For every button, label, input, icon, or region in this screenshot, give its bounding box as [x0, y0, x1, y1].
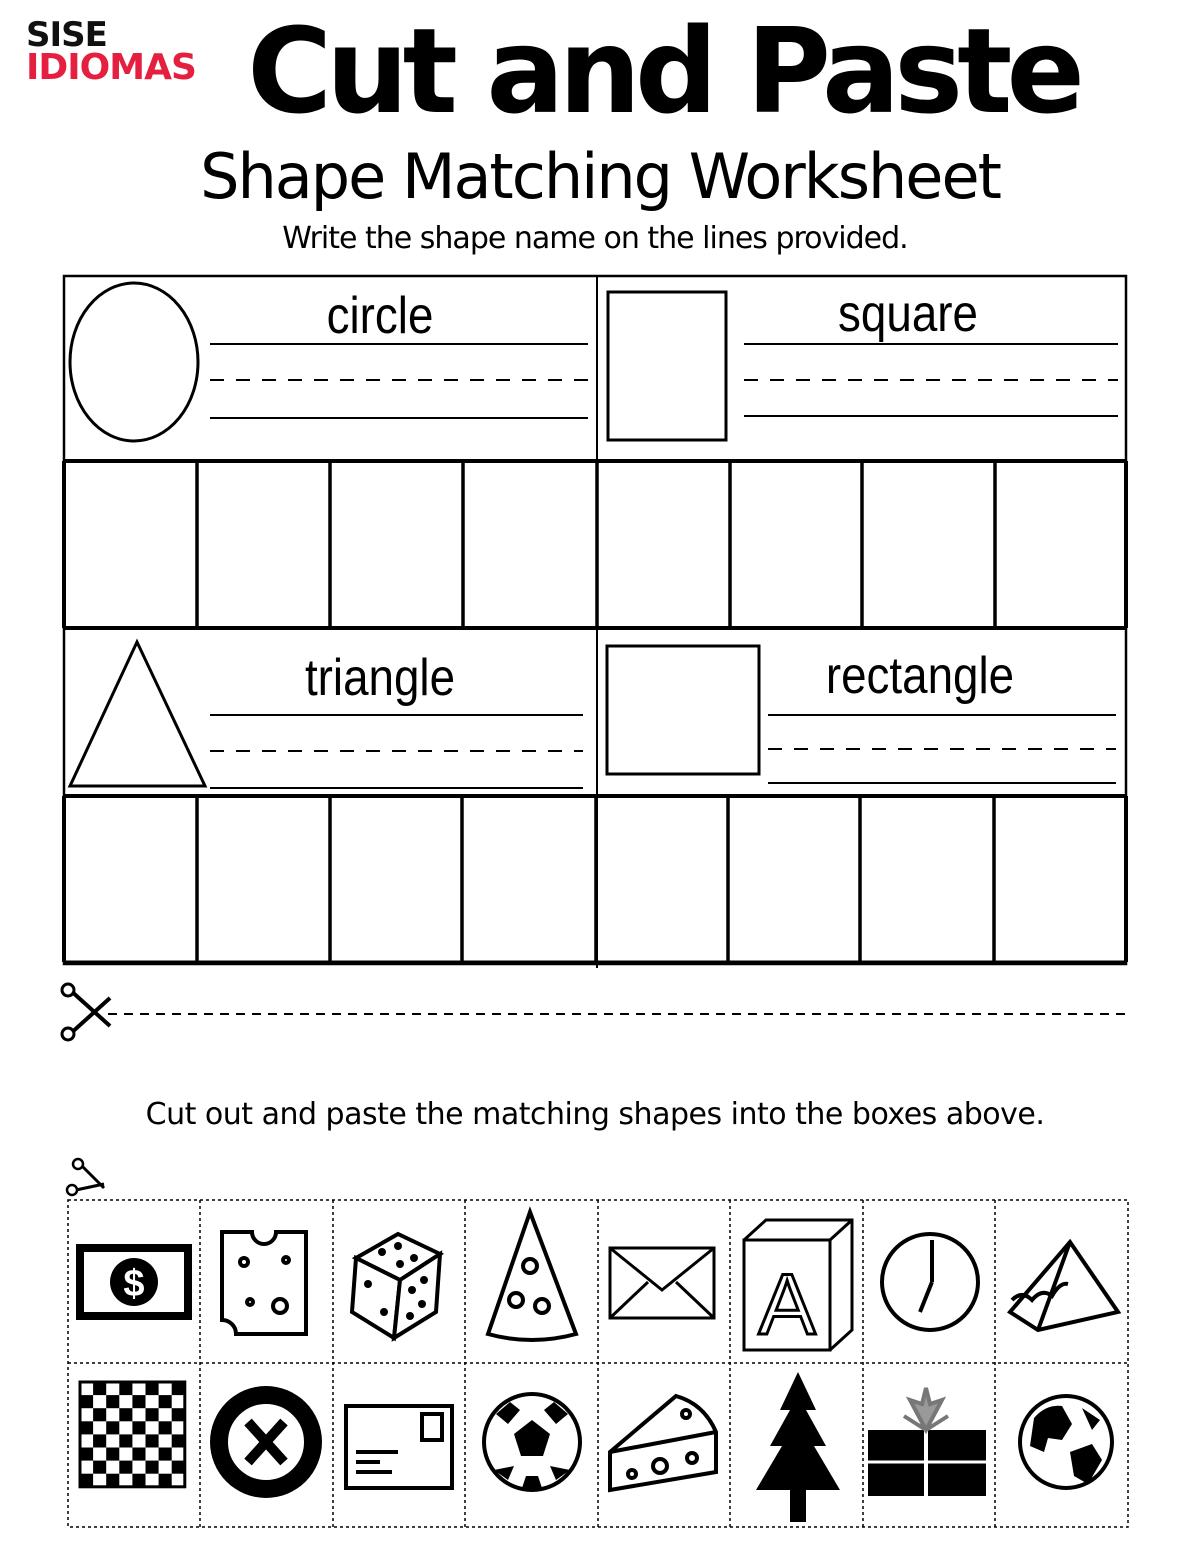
- square-icon: [608, 292, 726, 440]
- label-circle: circle: [326, 287, 434, 345]
- answer-row-2: [197, 796, 994, 962]
- dice-icon: [352, 1234, 440, 1338]
- globe-icon: [1020, 1396, 1112, 1488]
- writing-lines-square: [744, 344, 1118, 416]
- block-letter: A: [758, 1257, 816, 1353]
- triangle-icon: [70, 642, 205, 786]
- pizza-slice-icon: [488, 1212, 576, 1340]
- brand-logo-line2: IDIOMAS: [26, 47, 196, 88]
- dollar-bill-icon: [80, 1248, 188, 1316]
- button-icon: [210, 1386, 322, 1498]
- chessboard-icon: [80, 1382, 185, 1487]
- envelope-icon: [610, 1248, 714, 1318]
- writing-lines-rectangle: [768, 715, 1116, 783]
- dollar-sign: $: [123, 1263, 145, 1305]
- small-scissors-icon: [67, 1159, 104, 1195]
- postcard-icon: [346, 1406, 452, 1488]
- writing-lines-triangle: [210, 715, 583, 788]
- letter-block-icon: [744, 1220, 852, 1353]
- page-subtitle: Shape Matching Worksheet: [200, 140, 1000, 213]
- clock-icon: [882, 1234, 978, 1330]
- label-square: square: [838, 285, 978, 343]
- scissors-icon: [62, 984, 110, 1040]
- label-triangle: triangle: [304, 649, 456, 707]
- soccer-ball-icon: [484, 1394, 580, 1490]
- sandwich-icon: [1010, 1242, 1118, 1330]
- writing-lines-circle: [210, 344, 588, 418]
- page-title: Cut and Paste: [247, 2, 1080, 140]
- write-instruction: Write the shape name on the lines provided.: [282, 221, 908, 256]
- label-rectangle: rectangle: [825, 647, 1015, 705]
- answer-row-1: [197, 461, 995, 628]
- christmas-tree-icon: [756, 1372, 840, 1522]
- circle-icon: [70, 283, 198, 441]
- rectangle-icon: [607, 646, 759, 774]
- cut-instruction: Cut out and paste the matching shapes into the boxes above.: [145, 1097, 1045, 1132]
- gift-box-icon: [868, 1388, 986, 1496]
- cheese-wedge-icon: [610, 1396, 716, 1490]
- cheese-slice-icon: [222, 1232, 306, 1334]
- brand-logo-line1: SISE: [26, 15, 107, 55]
